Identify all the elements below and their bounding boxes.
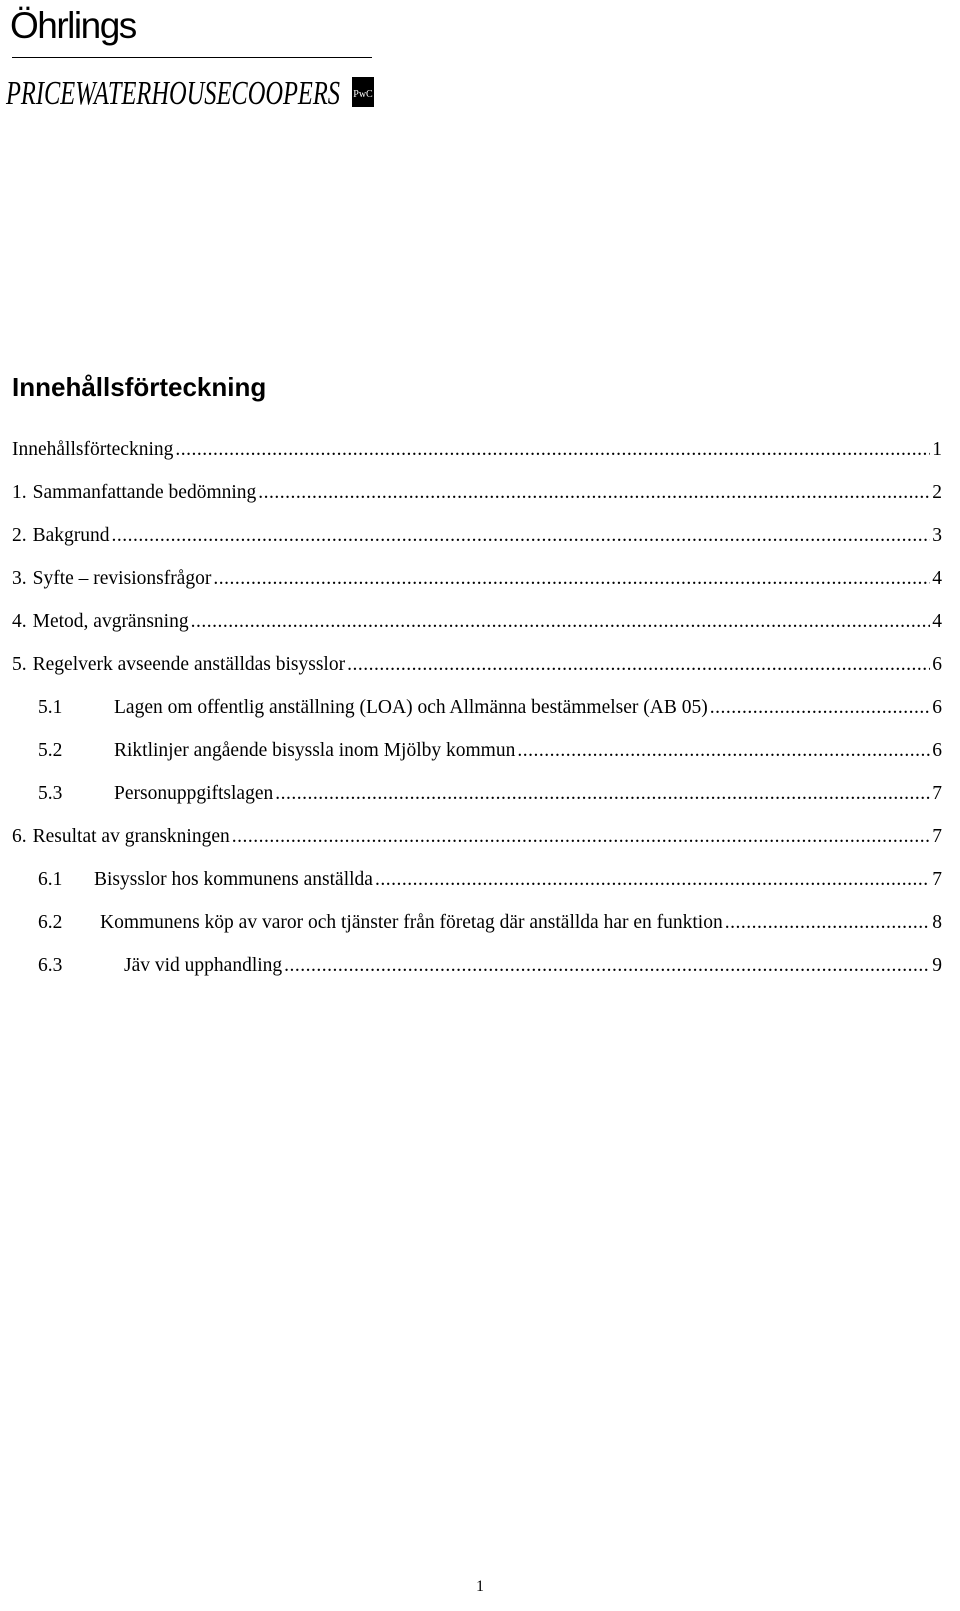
toc-leader-dots (258, 479, 930, 507)
monogram-text: PwC (353, 89, 373, 100)
toc-subentry[interactable] (12, 780, 942, 823)
toc-entry[interactable] (12, 823, 942, 866)
toc-subentry[interactable] (12, 952, 942, 995)
toc-entry-page: 8 (932, 912, 942, 933)
toc-leader-dots (517, 737, 930, 765)
toc-entry-number: 4. (12, 611, 27, 632)
page-number: 1 (476, 1578, 484, 1595)
table-of-contents (12, 436, 942, 995)
toc-entry-title: Innehållsförteckning (12, 439, 174, 460)
toc-leader-dots (275, 780, 930, 808)
toc-entry-title: Jäv vid upphandling (124, 955, 283, 976)
toc-entry-page: 7 (932, 783, 942, 804)
logo-divider (12, 57, 372, 58)
toc-entry-number: 1. (12, 482, 27, 503)
toc-entry-page: 1 (932, 439, 942, 460)
toc-subentry[interactable] (12, 737, 942, 780)
toc-leader-dots (213, 565, 930, 593)
toc-entry-number: 6.1 (38, 869, 63, 890)
logo-top-text: Öhrlings (10, 5, 136, 46)
toc-entry-title: Personuppgiftslagen (114, 783, 274, 804)
toc-entry-title: Bakgrund (32, 525, 110, 546)
toc-entry-number: 3. (12, 568, 27, 589)
toc-entry-title: Kommunens köp av varor och tjänster från företag där anställda har en funktion (100, 912, 723, 933)
toc-entry-number: 2. (12, 525, 27, 546)
toc-entry[interactable] (12, 436, 942, 479)
monogram-icon (352, 77, 374, 107)
toc-leader-dots (232, 823, 931, 851)
toc-entry-title: Metod, avgränsning (32, 611, 189, 632)
toc-entry-number: 5. (12, 654, 27, 675)
toc-entry-page: 6 (932, 740, 942, 761)
toc-entry-title: Riktlinjer angående bisyssla inom Mjölby kommun (114, 740, 516, 761)
toc-entry[interactable] (12, 565, 942, 608)
toc-entry-title: Bisysslor hos kommunens anställda (94, 869, 373, 890)
toc-entry[interactable] (12, 608, 942, 651)
toc-entry-number: 5.2 (38, 740, 63, 761)
toc-entry-page: 7 (932, 869, 942, 890)
logo-wordmark (4, 64, 344, 116)
toc-entry-page: 6 (932, 697, 942, 718)
toc-entry-title: Sammanfattande bedömning (32, 482, 257, 503)
toc-entry-title: Lagen om offentlig anställning (LOA) och Allmänna bestämmelser (AB 05) (114, 697, 708, 718)
toc-heading: Innehållsförteckning (12, 372, 267, 402)
toc-entry-number: 6.3 (38, 955, 63, 976)
toc-entry-number: 5.1 (38, 697, 63, 718)
toc-entry[interactable] (12, 651, 942, 694)
toc-leader-dots (284, 952, 930, 980)
toc-entry-number: 5.3 (38, 783, 63, 804)
toc-entry-page: 9 (932, 955, 942, 976)
toc-entry[interactable] (12, 522, 942, 565)
toc-leader-dots (191, 608, 931, 636)
logo-main-text: PRICEWATERHOUSECOOPERS (5, 75, 340, 112)
toc-leader-dots (175, 436, 930, 464)
toc-subentry[interactable] (12, 909, 942, 952)
toc-entry-title: Resultat av granskningen (32, 826, 230, 847)
toc-entry-page: 2 (932, 482, 942, 503)
company-logo (4, 4, 376, 116)
toc-entry-page: 6 (932, 654, 942, 675)
toc-entry-number: 6.2 (38, 912, 63, 933)
toc-entry-page: 4 (932, 568, 942, 589)
toc-entry-title: Syfte – revisionsfrågor (32, 568, 212, 589)
toc-subentry[interactable] (12, 866, 942, 909)
toc-entry-number: 6. (12, 826, 27, 847)
toc-leader-dots (347, 651, 930, 679)
toc-leader-dots (710, 694, 931, 722)
toc-subentry[interactable] (12, 694, 942, 737)
toc-entry[interactable] (12, 479, 942, 522)
toc-entry-page: 3 (932, 525, 942, 546)
toc-leader-dots (375, 866, 930, 894)
toc-entry-page: 7 (932, 826, 942, 847)
toc-leader-dots (112, 522, 931, 550)
toc-entry-title: Regelverk avseende anställdas bisysslor (32, 654, 346, 675)
toc-leader-dots (725, 909, 931, 937)
toc-entry-page: 4 (932, 611, 942, 632)
